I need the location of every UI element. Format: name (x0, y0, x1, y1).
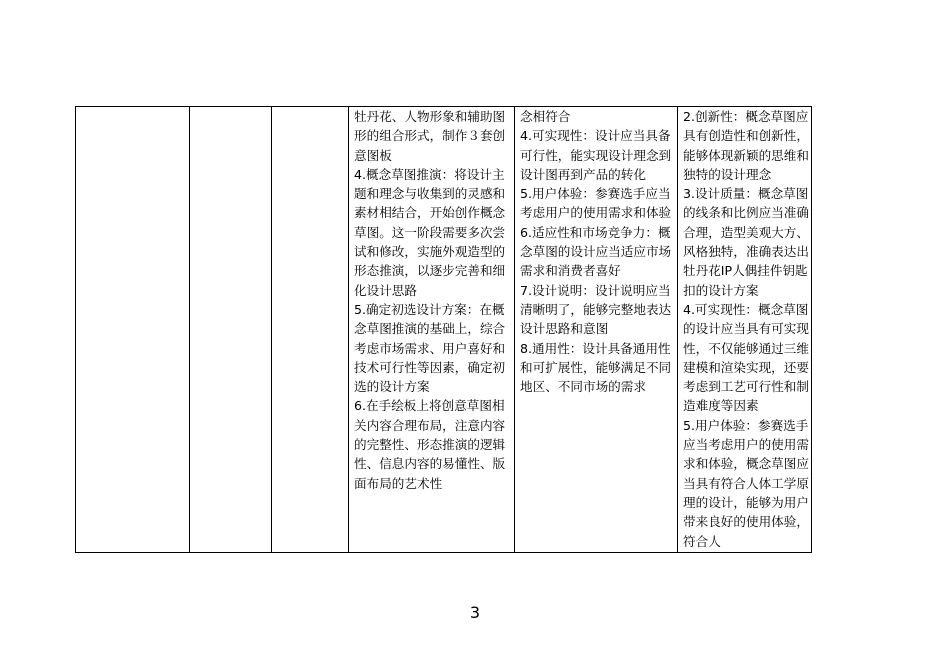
table-cell-procedure (349, 107, 515, 553)
table-cell-col3 (272, 107, 349, 553)
cell-paragraph: 8.通用性：设计具备通用性和可扩展性，能够满足不同地区、不同市场的需求 (520, 340, 672, 395)
cell-paragraph: 5.确定初选设计方案：在概念草图推演的基础上，综合考虑市场需求、用户喜好和技术可行性等因素，确定初选的设计方案 (354, 301, 506, 395)
cell-paragraph: 5.用户体验：参赛选手应当考虑用户的使用需求和体验，概念草图应当具有符合人体工学原理的设计，能够为用户带来良好的使用体验，符合人 (683, 417, 809, 549)
page-number: 3 (469, 603, 481, 622)
table-row (76, 107, 812, 553)
table-cell-requirements (515, 107, 678, 553)
cell-paragraph: 4.可实现性：设计应当具备可行性，能实现设计理念到设计图再到产品的转化 (520, 128, 672, 182)
cell-paragraph: 2.创新性：概念草图应具有创造性和创新性，能够体现新颖的思维和独特的设计理念 (683, 109, 809, 182)
cell-paragraph: 5.用户体验：参赛选手应当考虑用户的使用需求和体验 (520, 186, 672, 221)
cell-paragraph: 4.可实现性：概念草图的设计应当具有可实现性，不仅能够通过三维建模和渲染实现，还要考虑到工艺可行性和制造难度等因素 (683, 301, 809, 414)
cell-paragraph: 6.适应性和市场竞争力：概念草图的设计应当适应市场需求和消费者喜好 (520, 224, 672, 279)
cell-paragraph: 4.概念草图推演：将设计主题和理念与收集到的灵感和素材相结合，开始创作概念草图。这一阶段需要多次尝试和修改，实施外观造型的形态推演，以逐步完善和细化设计思路 (354, 166, 506, 298)
table-cell-col1 (76, 107, 190, 553)
content-table (75, 106, 812, 553)
table-cell-col2 (190, 107, 272, 553)
cell-paragraph: 念相符合 (520, 109, 571, 124)
cell-paragraph: 3.设计质量：概念草图的线条和比例应当准确合理，造型美观大方、风格独特，准确表达出牡丹花IP人偶挂件钥匙扣的设计方案 (683, 186, 809, 298)
cell-paragraph: 6.在手绘板上将创意草图相关内容合理布局，注意内容的完整性、形态推演的逻辑性、信息内容的易懂性、版面布局的艺术性 (354, 398, 506, 491)
cell-paragraph: 牡丹花、人物形象和辅助图形的组合形式，制作３套创意图板 (354, 109, 506, 163)
cell-paragraph: 7.设计说明：设计说明应当清晰明了，能够完整地表达设计思路和意图 (520, 282, 672, 337)
table-cell-criteria (678, 107, 812, 553)
